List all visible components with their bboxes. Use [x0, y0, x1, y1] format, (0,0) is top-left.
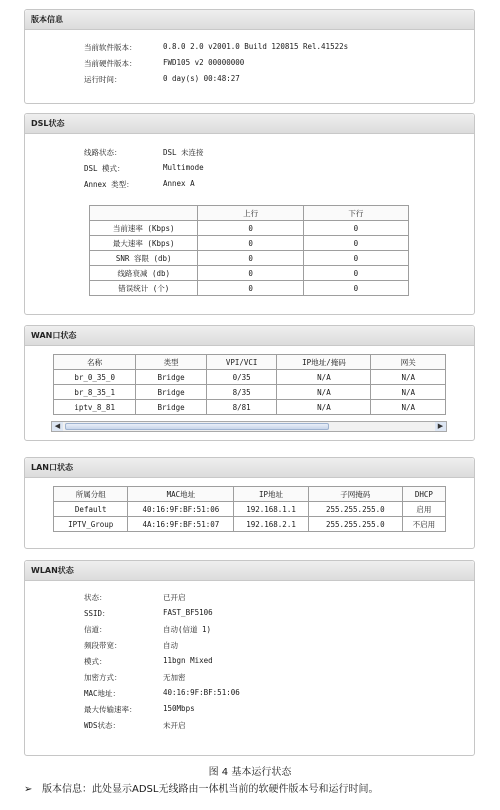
info-label: 模式：: [84, 657, 107, 666]
table-cell: 0/35: [206, 370, 277, 385]
info-label: 运行时间：: [84, 75, 122, 84]
info-value: 自动: [163, 641, 178, 650]
lan-table: [53, 486, 446, 532]
info-value: 自动(信道 1): [163, 625, 212, 634]
table-cell: 当前速率 (Kbps): [90, 221, 198, 236]
table-cell: 4A:16:9F:BF:51:07: [128, 517, 234, 532]
wlan-panel-header: WLAN状态: [25, 561, 474, 581]
info-row: [84, 58, 444, 68]
info-label: MAC地址：: [84, 689, 121, 698]
info-value: DSL 未连接: [163, 148, 204, 157]
arrow-right-icon[interactable]: ▶: [435, 422, 446, 431]
arrow-left-icon[interactable]: ◀: [52, 422, 63, 431]
wlan-panel: [24, 560, 475, 756]
dsl-panel-header: DSL状态: [25, 114, 474, 134]
wan-table: [53, 354, 446, 415]
wan-panel-header: WAN口状态: [25, 326, 474, 346]
bullet-arrow-icon: ➢: [24, 784, 33, 795]
table-header-row: [54, 355, 446, 370]
table-cell: Bridge: [136, 385, 207, 400]
info-row: [84, 74, 444, 84]
table-cell: 0: [198, 281, 303, 296]
table-cell: 192.168.2.1: [234, 517, 308, 532]
info-row: [84, 147, 444, 157]
table-cell: 最大速率 (Kbps): [90, 236, 198, 251]
figure-caption: 图 4 基本运行状态: [208, 767, 292, 778]
column-header: IP地址: [234, 487, 308, 502]
table-row: [90, 221, 409, 236]
column-header: 子网掩码: [308, 487, 402, 502]
info-row: [84, 720, 444, 730]
wan-panel: [24, 325, 475, 441]
table-cell: 0: [303, 251, 408, 266]
table-cell: 线路衰减 (db): [90, 266, 198, 281]
table-cell: 255.255.255.0: [308, 517, 402, 532]
column-header: 类型: [136, 355, 207, 370]
info-label: 频段带宽：: [84, 641, 122, 650]
info-value: 已开启: [163, 593, 186, 602]
column-header: DHCP: [402, 487, 445, 502]
info-row: [84, 688, 444, 698]
info-label: 当前硬件版本：: [84, 59, 137, 68]
table-cell: br_0_35_0: [54, 370, 136, 385]
table-header-row: [54, 487, 446, 502]
info-label: 状态：: [84, 593, 107, 602]
info-value: Multimode: [163, 163, 204, 172]
table-cell: IPTV_Group: [54, 517, 128, 532]
table-cell: 错误统计 (个): [90, 281, 198, 296]
info-value: Annex A: [163, 179, 195, 188]
info-value: 无加密: [163, 673, 186, 682]
info-label: 信道：: [84, 625, 107, 634]
table-cell: 0: [198, 236, 303, 251]
table-cell: 8/81: [206, 400, 277, 415]
table-row: [90, 236, 409, 251]
table-cell: 0: [198, 266, 303, 281]
table-cell: 0: [303, 236, 408, 251]
version-panel-header: 版本信息: [25, 10, 474, 30]
table-cell: N/A: [371, 400, 446, 415]
table-cell: 8/35: [206, 385, 277, 400]
column-header: 上行: [198, 206, 303, 221]
scrollbar-thumb[interactable]: [65, 423, 329, 430]
table-cell: N/A: [371, 385, 446, 400]
info-label: 当前软件版本：: [84, 43, 137, 52]
table-cell: 0: [303, 266, 408, 281]
table-cell: 启用: [402, 502, 445, 517]
table-cell: br_8_35_1: [54, 385, 136, 400]
table-cell: 0: [303, 221, 408, 236]
info-value: FAST_BF5106: [163, 608, 213, 617]
table-cell: 40:16:9F:BF:51:06: [128, 502, 234, 517]
table-header-row: [90, 206, 409, 221]
info-value: 0.8.0 2.0 v2001.0 Build 120815 Rel.41522s: [163, 42, 349, 51]
table-cell: SNR 容限 (db): [90, 251, 198, 266]
column-header: 所属分组: [54, 487, 128, 502]
info-row: [84, 608, 444, 618]
info-row: [84, 704, 444, 714]
table-cell: Bridge: [136, 400, 207, 415]
info-row: [84, 672, 444, 682]
info-row: [84, 163, 444, 173]
info-row: [84, 656, 444, 666]
info-label: SSID：: [84, 609, 110, 618]
table-row: [90, 266, 409, 281]
info-label: 最大传输速率：: [84, 705, 137, 714]
column-header: 网关: [371, 355, 446, 370]
info-value: 11bgn Mixed: [163, 656, 213, 665]
table-row: [54, 502, 446, 517]
column-header: [90, 206, 198, 221]
info-row: [84, 640, 444, 650]
table-row: [54, 517, 446, 532]
column-header: VPI/VCI: [206, 355, 277, 370]
info-label: 线路状态：: [84, 148, 122, 157]
table-cell: 192.168.1.1: [234, 502, 308, 517]
lan-panel-header: LAN口状态: [25, 458, 474, 478]
info-label: Annex 类型：: [84, 180, 134, 189]
table-row: [54, 400, 446, 415]
table-cell: 0: [303, 281, 408, 296]
column-header: IP地址/掩码: [277, 355, 371, 370]
table-cell: 不启用: [402, 517, 445, 532]
table-row: [54, 385, 446, 400]
column-header: 名称: [54, 355, 136, 370]
table-cell: Default: [54, 502, 128, 517]
table-row: [90, 251, 409, 266]
wan-horizontal-scrollbar[interactable]: [51, 421, 447, 432]
info-label: WDS状态：: [84, 721, 121, 730]
table-cell: N/A: [277, 385, 371, 400]
info-row: [84, 624, 444, 634]
version-note: [24, 780, 378, 795]
table-cell: iptv_8_81: [54, 400, 136, 415]
table-cell: N/A: [277, 370, 371, 385]
lan-panel: [24, 457, 475, 549]
info-value: 0 day(s) 00:48:27: [163, 74, 240, 83]
table-row: [54, 370, 446, 385]
info-value: 150Mbps: [163, 704, 195, 713]
info-row: [84, 179, 444, 189]
version-panel: [24, 9, 475, 104]
version-note-text: 版本信息：此处显示ADSL无线路由一体机当前的软硬件版本号和运行时间。: [42, 784, 379, 795]
info-label: 加密方式：: [84, 673, 122, 682]
info-value: FWD105 v2 00000000: [163, 58, 245, 67]
dsl-panel: [24, 113, 475, 315]
info-value: 未开启: [163, 721, 186, 730]
dsl-line-table: [89, 205, 409, 296]
info-label: DSL 模式：: [84, 164, 125, 173]
column-header: 下行: [303, 206, 408, 221]
info-row: [84, 592, 444, 602]
table-cell: 0: [198, 221, 303, 236]
info-row: [84, 42, 444, 52]
table-cell: 255.255.255.0: [308, 502, 402, 517]
table-row: [90, 281, 409, 296]
table-cell: N/A: [277, 400, 371, 415]
info-value: 40:16:9F:BF:51:06: [163, 688, 240, 697]
column-header: MAC地址: [128, 487, 234, 502]
table-cell: Bridge: [136, 370, 207, 385]
table-cell: 0: [198, 251, 303, 266]
table-cell: N/A: [371, 370, 446, 385]
